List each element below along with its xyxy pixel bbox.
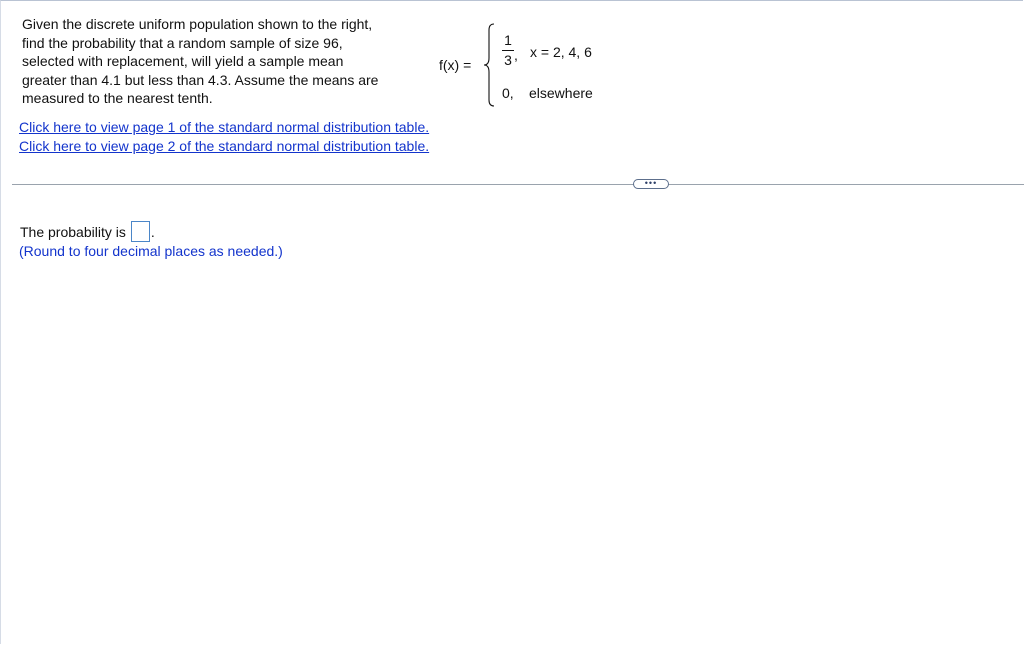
question-line: measured to the nearest tenth. xyxy=(22,90,213,106)
question-line: find the probability that a random sample of size 96, xyxy=(22,34,343,51)
answer-row xyxy=(20,221,155,242)
answer-prefix: The probability is xyxy=(20,223,126,240)
probability-input[interactable] xyxy=(131,221,150,242)
section-divider xyxy=(12,184,1024,185)
table-links xyxy=(19,118,429,155)
left-brace-icon xyxy=(482,22,496,108)
question-line: greater than 4.1 but less than 4.3. Assume the means are xyxy=(22,71,379,88)
more-options-button[interactable]: ••• xyxy=(633,179,669,189)
function-label: f(x) = xyxy=(439,57,472,73)
answer-suffix: . xyxy=(150,223,155,240)
fraction-numerator: 1 xyxy=(504,32,512,48)
rounding-hint: (Round to four decimal places as needed.) xyxy=(19,243,283,259)
case2-condition: elsewhere xyxy=(529,85,593,101)
case1-condition: x = 2, 4, 6 xyxy=(530,44,592,60)
fraction-denominator: 3 xyxy=(504,52,512,68)
case2-value: 0, xyxy=(502,85,514,101)
question-text xyxy=(22,15,417,108)
case1-comma: , xyxy=(514,47,518,63)
normal-table-page2-link[interactable]: Click here to view page 2 of the standard normal distribution table. xyxy=(19,137,430,154)
question-line: Given the discrete uniform population shown to the right, xyxy=(22,16,373,32)
normal-table-page1-link[interactable]: Click here to view page 1 of the standard normal distribution table. xyxy=(19,119,430,135)
question-line: selected with replacement, will yield a sample mean xyxy=(22,53,344,69)
fraction-one-third xyxy=(501,33,515,68)
fraction-bar xyxy=(502,50,514,51)
